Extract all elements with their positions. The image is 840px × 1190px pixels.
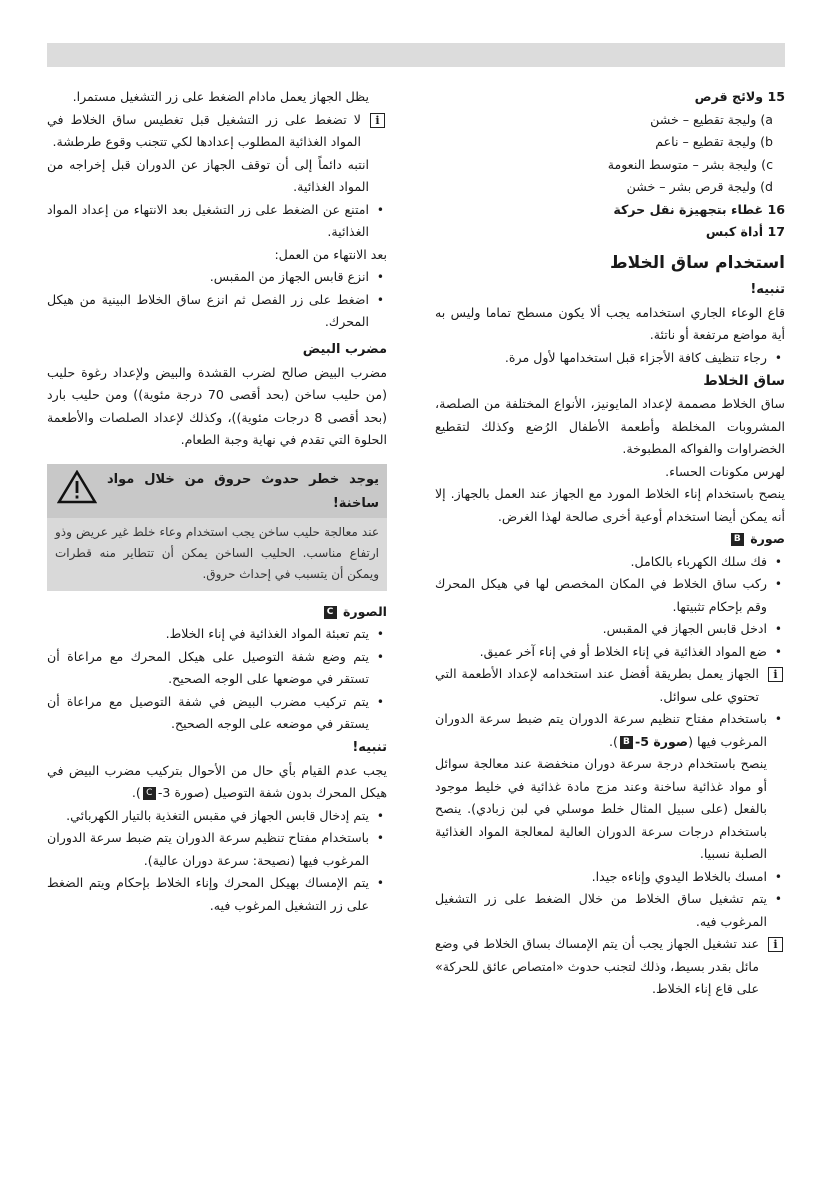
whisk-title: مضرب البيض	[302, 341, 387, 357]
speed-text-a: باستخدام مفتاح تنظيم سرعة الدوران يتم ضبط سرعة الدوران المرغوب فيها (	[435, 711, 767, 749]
stick-title: ساق الخلاط	[703, 373, 785, 389]
insert-a: a) وليجة تقطيع – خشن	[650, 111, 773, 127]
warning-header	[47, 464, 387, 518]
whisk-text: مضرب البيض صالح لضرب القشدة والبيض ولإعداد رغوة حليب (من حليب ساخن (بحد أقصى 70 درجة مئوية)) ومن حليب بارد (بحد أقصى 8 درجات مئوية))، وكذلك لإعداد الصلصات والأطعمة الحلوة التي تقدم في نهاية وجبة الطعام.	[47, 364, 387, 447]
warning-triangle-icon	[57, 470, 97, 504]
after-label: بعد الانتهاء من العمل:	[274, 246, 387, 262]
info-note-1	[435, 663, 785, 708]
after-item-2: • اضغط على زر الفصل ثم انزع ساق الخلاط البينية من هيكل المحرك.	[47, 289, 387, 334]
caution-2-text-a: يجب عدم القيام بأي حال من الأحوال بتركيب مضرب البيض في هيكل المحرك بدون شفة التوصيل (صورة 3-	[47, 762, 387, 800]
insert-c: c) وليجة بشر – متوسط النعومة	[607, 156, 773, 172]
figure-c-label	[47, 601, 387, 624]
info-note-2	[435, 933, 785, 1001]
insert-b: b) وليجة تقطيع – ناعم	[655, 134, 773, 149]
step-1: • فك سلك الكهرباء بالكامل.	[435, 551, 785, 574]
info-note-3b: انتبه دائماً إلى أن توقف الجهاز عن الدوران قبل إخراجه من المواد الغذائية.	[47, 156, 369, 194]
info-note-2-text: عند تشغيل الجهاز يجب أن يتم الإمساك بساق الخلاط في وضع مائل بقدر بسيط، وذلك لتجنب حدوث «امتصاص عائق للحركة» على قاع إناء الخلاط.	[435, 936, 759, 996]
figure-c-letter: C	[324, 606, 337, 619]
stick-paragraph-2: لهرس مكونات الحساء.	[665, 463, 785, 479]
insert-d: d) وليجة قرص بشر – خشن	[626, 179, 773, 194]
caution-text: قاع الوعاء الجاري استخدامه يجب ألا يكون مسطح تماما وليس به أية مواضع مرتفعة أو ناتئة.	[435, 304, 785, 342]
caution-2-text-b: ).	[131, 785, 141, 800]
speed-text-b: ).	[609, 733, 618, 749]
info-icon: i	[768, 937, 783, 952]
steps-list	[435, 551, 785, 664]
speed-ref-prefix: صورة 5-	[634, 733, 689, 749]
after-item-1: • انزع قابس الجهاز من المقبس.	[47, 266, 387, 289]
info-icon: i	[768, 667, 783, 682]
caution-label: تنبيه!	[750, 281, 785, 297]
figure-c-text: الصورة	[342, 603, 387, 619]
list-item-15: 15 ولائج قرص	[694, 89, 785, 104]
info-note-1-text: الجهاز يعمل بطريقة أفضل عند استخدامه لإعداد الأطعمة التي تحتوي على سوائل.	[435, 666, 759, 704]
step-2: • ركب ساق الخلاط في المكان المخصص لها في هيكل المحرك وقم بإحكام تثبيتها.	[435, 573, 785, 618]
stick-paragraph-3: ينصح باستخدام إناء الخلاط المورد مع الجهاز عند العمل بالجهاز. إلا أنه يمكن أيضا استخدام أوعية أخرى صالحة لهذا الغرض.	[435, 486, 785, 524]
continuation-text: يظل الجهاز يعمل مادام الضغط على زر التشغيل مستمرا.	[72, 89, 369, 104]
speed-figure-ref	[618, 734, 688, 749]
c-step-1: • يتم تعبئة المواد الغذائية في إناء الخلاط.	[47, 623, 387, 646]
stick-paragraph-1: ساق الخلاط مصممة لإعداد المايونيز، الأنواع المختلفة من الصلصة، المشروبات المخلطة وأطعمة الأطفال الرُضع وكذلك لتقطيع الخضراوات والفواكه المطبوخة.	[435, 396, 785, 456]
clean-bullet: • رجاء تنظيف كافة الأجزاء قبل استخدامها لأول مرة.	[435, 347, 785, 370]
warning-title: يوجد خطر حدوث حروق من خلال مواد ساخنة!	[107, 471, 379, 511]
c-step-3: • يتم تركيب مضرب البيض في شفة التوصيل مع مراعاة أن يستقر في موضعه على الوجه الصحيح.	[47, 691, 387, 736]
header-bar	[47, 43, 785, 67]
info-icon: i	[370, 113, 385, 128]
warning-box	[47, 464, 387, 591]
speed-advice: ينصح باستخدام درجة سرعة دوران منخفضة عند معالجة سوائل أو مواد غذائية ساخنة وعند مزج مادة غذائية في خليط موجود بالفعل (على سبيل المثال خلط موسلي في لبن زبادي). ينصح باستخدام درجات سرعة الدوران العالية لمعالجة المواد الغذائية الصلبة نسبيا.	[435, 756, 767, 861]
caution-2-label: تنبيه!	[352, 739, 387, 755]
c-step-2: • يتم وضع شفة التوصيل على هيكل المحرك مع مراعاة أن تستقر في موضعها على الوجه الصحيح.	[47, 646, 387, 691]
insert-list	[435, 109, 785, 199]
step-hold: • امسك بالخلاط اليدوي وإناءه جيدا.	[435, 866, 785, 889]
warning-body: عند معالجة حليب ساخن يجب استخدام وعاء خلط غير عريض وذو ارتفاع مناسب. الحليب الساخن يمكن أن تتطاير منه قطرات ويمكن أن يتسبب في إحداث حروق.	[55, 524, 379, 581]
figure-b-letter: B	[731, 533, 744, 546]
speed-ref-letter: B	[620, 736, 633, 749]
speed-bullet	[435, 708, 785, 753]
list-item-17: 17 أداة كبس	[705, 224, 785, 239]
figure-label-text: صورة	[750, 531, 785, 546]
step-3: • ادخل قابس الجهاز في المقبس.	[435, 618, 785, 641]
section-title: استخدام ساق الخلاط	[609, 252, 785, 273]
final-steps-list	[47, 805, 387, 918]
info-note-3	[47, 109, 387, 154]
step-start: • يتم تشغيل ساق الخلاط من خلال الضغط على زر التشغيل المرغوب فيه.	[435, 888, 785, 933]
final-step-3: • يتم الإمساك بهيكل المحرك وإناء الخلاط بإحكام ويتم الضغط على زر التشغيل المرغوب فيه.	[47, 872, 387, 917]
figure-b-label	[435, 528, 785, 551]
after-list	[47, 266, 387, 334]
stop-bullet: • امتنع عن الضغط على زر التشغيل بعد الانتهاء من إعداد المواد الغذائية.	[47, 199, 387, 244]
caution-2-text	[47, 760, 387, 805]
caution-2-letter: C	[143, 787, 156, 800]
list-item-16: 16 غطاء بتجهيزة نقل حركة	[613, 201, 785, 217]
final-step-1: • يتم إدخال قابس الجهاز في مقبس التغذية بالتيار الكهربائي.	[47, 805, 387, 828]
left-column	[47, 86, 387, 917]
info-note-3-text: لا تضغط على زر التشغيل قبل تغطيس ساق الخلاط في المواد الغذائية المطلوب إعدادها لكي تتجنب وقوع طرطشة.	[47, 111, 361, 149]
right-column	[435, 86, 785, 1001]
c-steps-list	[47, 623, 387, 736]
steps-list-2	[435, 866, 785, 934]
final-step-2: • باستخدام مفتاح تنظيم سرعة الدوران يتم ضبط سرعة الدوران المرغوب فيها (نصيحة: سرعة دوران عالية).	[47, 827, 387, 872]
step-4: • ضع المواد الغذائية في إناء الخلاط أو في إناء آخر عميق.	[435, 641, 785, 664]
